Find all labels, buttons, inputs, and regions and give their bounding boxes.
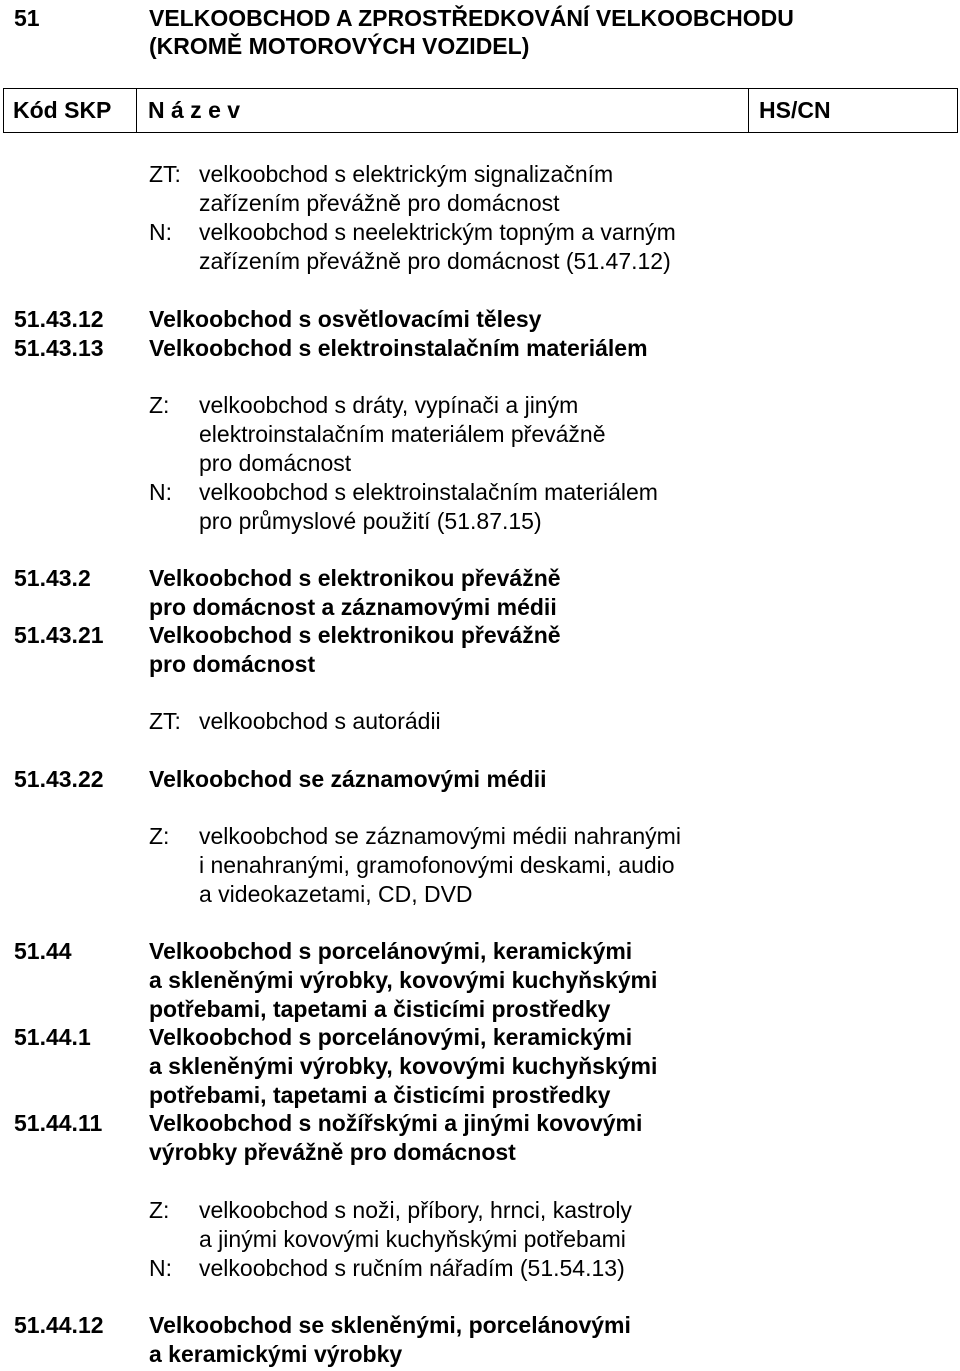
- section-number: 51: [14, 5, 40, 31]
- note-label-zt: ZT:: [149, 161, 181, 187]
- column-code: Kód SKP: [13, 97, 112, 123]
- note-text: velkoobchod s ručním nářadím (51.54.13): [199, 1255, 625, 1281]
- entry-title: Velkoobchod s porcelánovými, keramickými: [149, 938, 633, 964]
- entry-title: Velkoobchod s elektronikou převážně: [149, 622, 561, 648]
- note-text: a videokazetami, CD, DVD: [199, 881, 473, 907]
- note-label-n: N:: [149, 479, 172, 505]
- entry-title: Velkoobchod se záznamovými médii: [149, 766, 547, 792]
- entry-code: 51.43.22: [14, 766, 104, 792]
- note-label-n: N:: [149, 219, 172, 245]
- note-text: velkoobchod s autorádii: [199, 708, 441, 734]
- entry-code: 51.44.12: [14, 1312, 104, 1338]
- section-title-line1: VELKOOBCHOD A ZPROSTŘEDKOVÁNÍ VELKOOBCHODU: [149, 5, 794, 31]
- column-hscn: HS/CN: [759, 97, 831, 123]
- entry-title: a skleněnými výrobky, kovovými kuchyňskými: [149, 1053, 658, 1079]
- entry-title: potřebami, tapetami a čisticími prostředky: [149, 1082, 611, 1108]
- entry-title: Velkoobchod s elektroinstalačním materiálem: [149, 335, 648, 361]
- note-text: velkoobchod s elektroinstalačním materiálem: [199, 479, 658, 505]
- entry-code: 51.43.13: [14, 335, 104, 361]
- note-label-zt: ZT:: [149, 708, 181, 734]
- entry-title: výrobky převážně pro domácnost: [149, 1139, 516, 1165]
- note-text: velkoobchod s noži, příbory, hrnci, kastroly: [199, 1197, 632, 1223]
- entry-code: 51.44.1: [14, 1024, 91, 1050]
- column-divider: [136, 89, 137, 132]
- entry-title: Velkoobchod s elektronikou převážně: [149, 565, 561, 591]
- note-label-z: Z:: [149, 392, 170, 418]
- table-header: [3, 88, 958, 133]
- section-title-line2: (KROMĚ MOTOROVÝCH VOZIDEL): [149, 33, 530, 59]
- entry-title: Velkoobchod se skleněnými, porcelánovými: [149, 1312, 631, 1338]
- entry-title: Velkoobchod s nožířskými a jinými kovovými: [149, 1110, 643, 1136]
- note-label-n: N:: [149, 1255, 172, 1281]
- note-text: pro průmyslové použití (51.87.15): [199, 508, 542, 534]
- note-text: velkoobchod s dráty, vypínači a jiným: [199, 392, 579, 418]
- entry-title: pro domácnost: [149, 651, 316, 677]
- column-divider: [748, 89, 749, 132]
- note-text: pro domácnost: [199, 450, 352, 476]
- entry-code: 51.43.2: [14, 565, 91, 591]
- entry-title: potřebami, tapetami a čisticími prostředky: [149, 996, 611, 1022]
- entry-code: 51.43.21: [14, 622, 104, 648]
- entry-title: pro domácnost a záznamovými médii: [149, 594, 557, 620]
- entry-title: Velkoobchod s osvětlovacími tělesy: [149, 306, 542, 332]
- note-label-z: Z:: [149, 1197, 170, 1223]
- entry-code: 51.44.11: [14, 1110, 103, 1136]
- note-text: velkoobchod s elektrickým signalizačním: [199, 161, 614, 187]
- note-text: elektroinstalačním materiálem převážně: [199, 421, 606, 447]
- note-label-z: Z:: [149, 823, 170, 849]
- note-text: zařízením převážně pro domácnost (51.47.12): [199, 248, 671, 274]
- column-name: N á z e v: [148, 97, 241, 123]
- entry-code: 51.44: [14, 938, 72, 964]
- note-text: zařízením převážně pro domácnost: [199, 190, 560, 216]
- note-text: velkoobchod s neelektrickým topným a varným: [199, 219, 676, 245]
- entry-code: 51.43.12: [14, 306, 104, 332]
- entry-title: a keramickými výrobky: [149, 1341, 403, 1367]
- note-text: a jinými kovovými kuchyňskými potřebami: [199, 1226, 626, 1252]
- note-text: i nenahranými, gramofonovými deskami, audio: [199, 852, 675, 878]
- entry-title: Velkoobchod s porcelánovými, keramickými: [149, 1024, 633, 1050]
- note-text: velkoobchod se záznamovými médii nahranými: [199, 823, 681, 849]
- entry-title: a skleněnými výrobky, kovovými kuchyňskými: [149, 967, 658, 993]
